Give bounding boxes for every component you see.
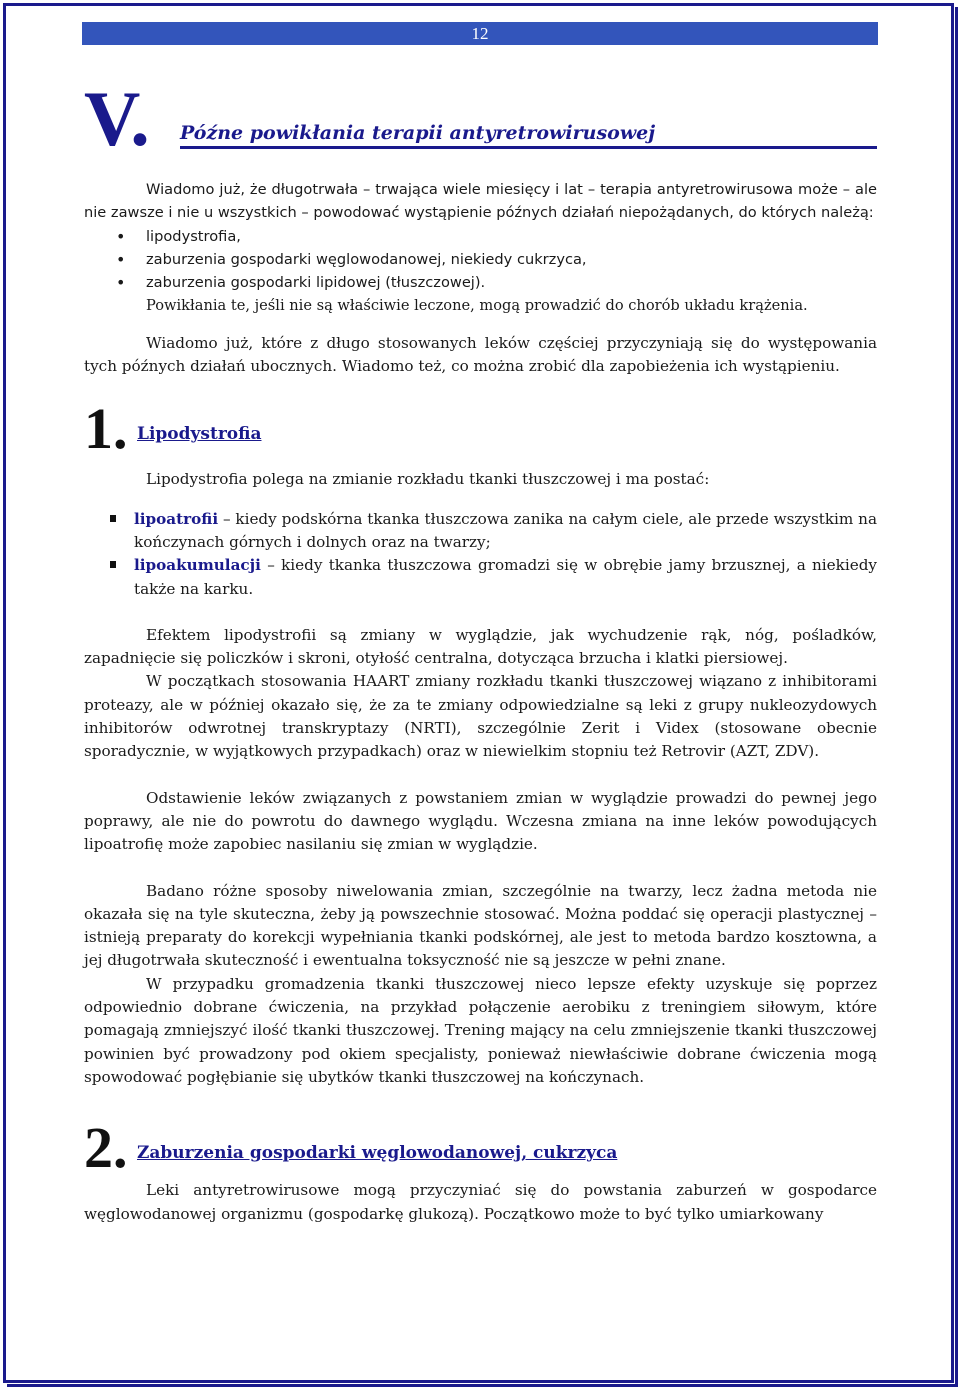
section-1-heading [84,398,877,460]
section-1-paragraph-1: Lipodystrofia polega na zmianie rozkładu tkanki tłuszczowej i ma postać: [146,470,710,489]
section-1-paragraph-6: W przypadku gromadzenia tkanki tłuszczowej nieco lepsze efekty uzyskuje się poprzez odpowiednio dobrane ćwiczenia, na przykład połączenie aerobiku z treningiem siłowym, które pomagają zmniejszyć ilość tkanki tłuszczowej. Trening mający na celu zmniejszenie tkanki tłuszczowej powinien być prowadzony pod okiem specjalisty, ponieważ niewłaściwie dobrane ćwiczenia mogą spowodować pogłębianie się ubytków tkanki tłuszczowej na kończynach. [84,974,877,1086]
term-description: – kiedy podskórna tkanka tłuszczowa zanika na całym ciele, ale przede wszystkim na kończynach górnych i dolnych oraz na twarzy; [134,509,877,551]
list-item: • zaburzenia gospodarki lipidowej (tłuszczowej). [146,271,877,294]
term-description: – kiedy tkanka tłuszczowa gromadzi się w obrębie jamy brzusznej, a niekiedy także na karku. [134,556,877,598]
intro-paragraph-2: Powikłania te, jeśli nie są właściwie leczone, mogą prowadzić do chorób układu krążenia. [146,297,808,315]
list-item [134,508,877,555]
square-bullet-icon [110,561,116,568]
page-number: 12 [82,22,878,45]
page-content [84,75,877,1226]
section-1-paragraph-3: W początkach stosowania HAART zmiany rozkładu tkanki tłuszczowej wiązano z inhibitorami proteazy, ale w później okazało się, że za te zmiany odpowiedzialne są leki z grupy nukleozydowych inhibitorów odwrotnej transkryptazy (NRTI), szczególnie Zerit i Videx (stosowane obecnie sporadycznie, w wyjątkowych przypadkach) oraz w niewielkim stopniu też Retrovir (AZT, ZDV). [84,672,877,761]
lipodystrophy-types-list [84,508,877,601]
section-1-paragraph-4: Odstawienie leków związanych z powstaniem zmian w wyglądzie prowadzi do pewnej jego poprawy, ale nie do powrotu do dawnego wyglądu. Wczesna zmiana na inne leków powodujących lipoatrofię może zapobiec nasilaniu się zmian w wyglądzie. [84,788,877,854]
intro-paragraph-1: Wiadomo już, że długotrwała – trwająca wiele miesięcy i lat – terapia antyretrowirusowa może – ale nie zawsze i nie u wszystkich – powodować wystąpienie późnych działań niepożądanych, do których należą: [84,181,877,222]
square-bullet-icon [110,515,116,522]
section-1-paragraph-5: Badano różne sposoby niwelowania zmian, szczególnie na twarzy, lecz żadna metoda nie okazała się na tyle skuteczna, żeby ją powszechnie stosować. Można poddać się operacji plastycznej – istnieją preparaty do korekcji wypełniania tkanki podskórnej, ale jest to metoda bardzo kosztowna, a jej długotrwała skuteczność i ewentualna toksyczność nie są jeszcze w pełni znane. [84,881,877,970]
section-2-paragraph-1: Leki antyretrowirusowe mogą przyczyniać się do powstania zaburzeń w gospodarce węglowodanowej organizmu (gospodarkę glukozą). Początkowo może to być tylko umiarkowany [84,1181,877,1223]
list-item: • zaburzenia gospodarki węglowodanowej, niekiedy cukrzyca, [146,248,877,271]
intro-list [84,225,877,295]
intro-paragraph-3: Wiadomo już, które z długo stosowanych leków częściej przyczyniają się do występowania tych późnych działań ubocznych. Wiadomo też, co można zrobić dla zapobieżenia ich wystąpieniu. [84,333,877,376]
term-lipoaccumulation: lipoakumulacji [134,556,261,575]
section-2-number: 2. [84,1115,128,1181]
term-lipoatrophy: lipoatrofii [134,509,219,528]
chapter-title: Późne powikłania terapii antyretrowirusowej [180,122,877,149]
chapter-heading [84,75,877,170]
chapter-number: V. [84,75,150,162]
section-1-number: 1. [84,396,128,462]
list-item [134,554,877,601]
section-2-heading [84,1117,877,1179]
list-item: • lipodystrofia, [146,225,877,248]
section-1-title: Lipodystrofia [137,424,262,445]
section-1-paragraph-2: Efektem lipodystrofii są zmiany w wyglądzie, jak wychudzenie rąk, nóg, pośladków, zapadnięcie się policzków i skroni, otyłość centralna, dotycząca brzucha i klatki piersiowej. [84,625,877,668]
section-2-title: Zaburzenia gospodarki węglowodanowej, cukrzyca [137,1143,618,1164]
